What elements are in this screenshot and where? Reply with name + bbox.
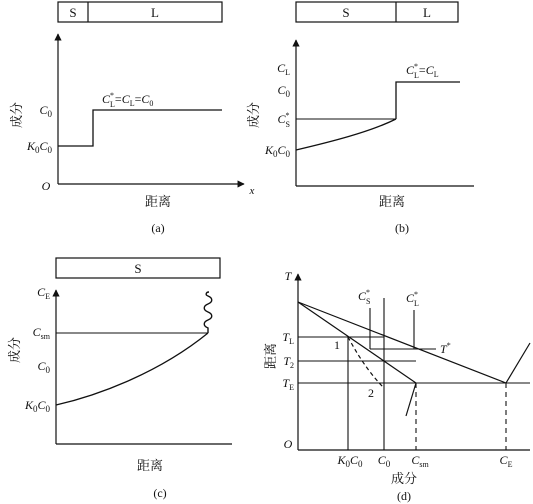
tick-c0-b: $C_0$: [277, 83, 290, 99]
point-1: 1: [334, 338, 340, 352]
y-axis-title-a: 成分: [9, 101, 24, 129]
phase-label-l: L: [423, 5, 431, 20]
tick-cl-b: $C_L$: [277, 61, 290, 77]
solid-profile-c: [56, 333, 208, 405]
tick-ce-d: $C_E$: [499, 453, 513, 469]
phase-bar-a: [58, 2, 222, 22]
tick-tl-d: $T_L$: [282, 330, 294, 346]
tick-c0-a: $C_0$: [39, 103, 52, 119]
tick-t2-d: $T_2$: [283, 354, 294, 370]
caption-d: (d): [397, 489, 411, 503]
tick-k0c0-b: $K_0C_0$: [264, 143, 290, 159]
panel-d: [263, 269, 530, 503]
x-axis-title-b: 距离: [378, 194, 406, 209]
tick-k0c0-c: $K_0C_0$: [24, 398, 50, 414]
tick-csm-d: $C_{sm}$: [411, 453, 429, 469]
label-cl-star-d: C* L: [406, 290, 419, 308]
annotation-a: C* $L=C_L=C_0$: [102, 91, 154, 109]
x-axis-title-c: 距离: [136, 458, 164, 473]
label-cs-star-d: C* S: [358, 288, 371, 306]
tick-c0-d: $C_0$: [377, 453, 391, 469]
concentration-profile-a: [58, 110, 222, 146]
annotation-b: C* $L=C_L$: [406, 62, 439, 80]
panel-a: [9, 2, 255, 235]
caption-c: (c): [153, 486, 167, 500]
y-axis-title-d: 距离: [263, 342, 278, 370]
caption-a: (a): [151, 221, 165, 235]
phase-label-s: S: [134, 261, 142, 276]
tick-te-d: $T_E$: [282, 376, 294, 392]
tick-k0c0-a: $K_0C_0$: [26, 139, 52, 155]
point-2: 2: [368, 386, 374, 400]
tick-k0c0-d: $K_0C_0$: [337, 453, 363, 469]
eutectic-coil-icon: [204, 292, 212, 333]
solidus-line: [298, 302, 416, 383]
phase-bar-b: [296, 2, 458, 22]
nonequilibrium-solidus: [348, 337, 384, 388]
x-axis-symbol-a: x: [249, 185, 255, 197]
x-axis-title-d: 成分: [390, 471, 418, 486]
origin-a: O: [41, 179, 51, 193]
liquidus-line: [298, 302, 506, 383]
liquid-profile-b: [396, 82, 460, 119]
panel-c: [7, 258, 232, 500]
tick-ce-c: $C_E$: [37, 285, 50, 301]
phase-label-l: L: [151, 5, 159, 20]
origin-d: O: [283, 437, 293, 451]
phase-label-s: S: [69, 5, 77, 20]
phase-label-s: S: [342, 5, 350, 20]
tick-c0-c: $C_0$: [37, 359, 50, 375]
solvus-line: [406, 383, 416, 416]
label-t-star-d: T*: [440, 341, 451, 356]
tick-cs-star-b: C* S: [277, 111, 290, 129]
y-axis-title-b: 成分: [246, 101, 261, 129]
tick-csm-c: $C_{sm}$: [32, 325, 50, 341]
liquidus-right: [506, 343, 530, 383]
panel-b: [246, 2, 474, 235]
caption-b: (b): [395, 221, 409, 235]
phase-bar-c: [56, 258, 220, 278]
y-axis-symbol-d: T: [284, 269, 292, 283]
x-axis-title-a: 距离: [144, 194, 172, 209]
y-axis-title-c: 成分: [7, 336, 22, 364]
solid-profile-b: [296, 119, 396, 150]
